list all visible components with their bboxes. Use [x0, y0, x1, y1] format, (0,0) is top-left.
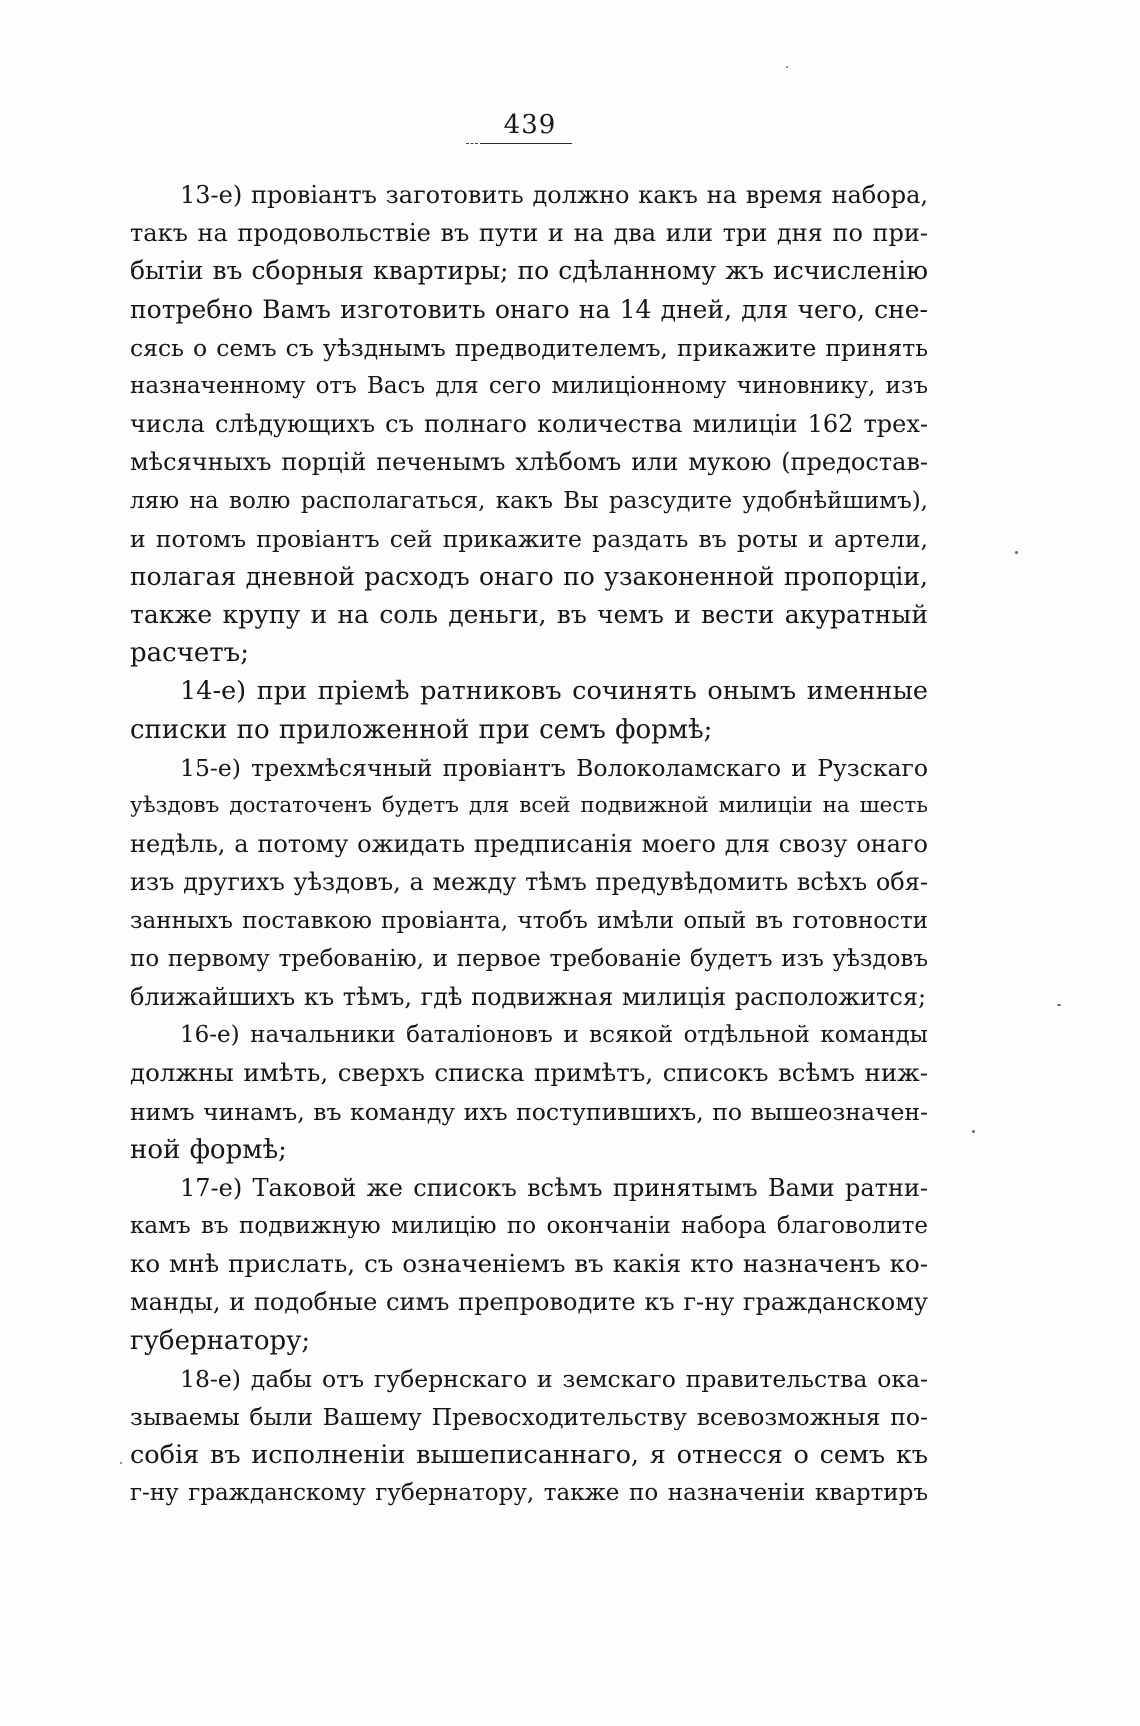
text-line: и потомъ провіантъ сей прикажите раздать въ роты и артели,: [130, 524, 928, 553]
text-line: сясь о семъ съ уѣзднымъ предводителемъ, прикажите принять: [130, 333, 928, 362]
page-number: 439: [503, 110, 557, 140]
header-rule: [480, 143, 572, 144]
scan-speck: [1015, 551, 1018, 554]
text-line: полагая дневной расходъ онаго по узаконенной пропорціи,: [130, 561, 928, 591]
scan-speck: [1057, 1004, 1061, 1006]
text-line: собія въ исполненіи вышеписаннаго, я отнесся о семъ къ: [130, 1440, 928, 1471]
text-line: 13-е) провіантъ заготовить должно какъ на время набора,: [180, 181, 928, 209]
text-line: ближайшихъ къ тѣмъ, гдѣ подвижная милиція расположится;: [130, 982, 927, 1011]
text-line: 16-е) начальники баталіоновъ и всякой отдѣльной команды: [180, 1022, 928, 1049]
body-text: [130, 176, 928, 1513]
text-line: 17-е) Таковой же списокъ всѣмъ принятымъ Вами ратни-: [180, 1173, 928, 1202]
text-line: занныхъ поставкою провіанта, чтобъ имѣли опый въ готовности: [130, 907, 928, 934]
text-line: числа слѣдующихъ съ полнаго количества милиціи 162 трех-: [130, 410, 928, 439]
scan-speck: [972, 1130, 975, 1133]
header-rule-dash: [466, 143, 478, 144]
text-line: ляю на волю располагаться, какъ Вы разсудите удобнѣйшимъ),: [130, 487, 928, 514]
text-line: должны имѣть, сверхъ списка примѣтъ, списокъ всѣмъ ниж-: [130, 1058, 928, 1088]
text-line: камъ въ подвижную милицію по окончаніи набора благоволите: [130, 1213, 928, 1240]
text-line: мѣсячныхъ порцій печенымъ хлѣбомъ или мукою (предостав-: [130, 448, 928, 477]
text-line: потребно Вамъ изготовить онаго на 14 дней, для чего, сне-: [130, 294, 928, 324]
text-line: г-ну гражданскому губернатору, также по назначеніи квартиръ: [130, 1480, 928, 1507]
text-line: губернатору;: [130, 1325, 311, 1356]
text-line: 14-е) при пріемѣ ратниковъ сочинять онымъ именные: [180, 676, 928, 707]
text-line: уѣздовъ достаточенъ будетъ для всей подвижной милиціи на шесть: [130, 793, 928, 818]
text-line: недѣль, а потому ожидать предписанія моего для свозу онаго: [130, 830, 928, 859]
text-line: ко мнѣ прислать, съ означеніемъ въ какія кто назначенъ ко-: [130, 1249, 928, 1279]
scan-speck: [120, 1462, 122, 1464]
text-line: 15-е) трехмѣсячный провіантъ Волоколамскаго и Рузскаго: [180, 753, 928, 782]
text-line: изъ другихъ уѣздовъ, а между тѣмъ предувѣдомить всѣхъ обя-: [130, 868, 928, 897]
text-line: зываемы были Вашему Превосходительству всевозможныя по-: [130, 1403, 928, 1431]
text-line: 18-е) дабы отъ губернскаго и земскаго правительства ока-: [180, 1364, 928, 1393]
text-line: списки по приложенной при семъ формѣ;: [130, 714, 713, 745]
text-line: расчетъ;: [130, 638, 249, 669]
text-line: также крупу и на соль деньги, въ чемъ и вести акуратный: [130, 600, 928, 630]
text-line: бытіи въ сборныя квартиры; по сдѣланному жъ исчисленію: [130, 256, 928, 286]
text-line: такъ на продовольствіе въ пути и на два или три дня по при-: [130, 219, 928, 248]
text-line: ной формѣ;: [130, 1134, 287, 1165]
text-line: нимъ чинамъ, въ команду ихъ поступившихъ, по вышеозначен-: [130, 1097, 928, 1126]
text-line: назначенному отъ Васъ для сего милиціонному чиновнику, изъ: [130, 372, 928, 399]
text-line: по первому требованію, и первое требованіе будетъ изъ уѣздовъ: [130, 945, 928, 972]
scan-speck: [786, 66, 788, 68]
text-line: манды, и подобные симъ препроводите къ г-ну гражданскому: [130, 1288, 928, 1317]
